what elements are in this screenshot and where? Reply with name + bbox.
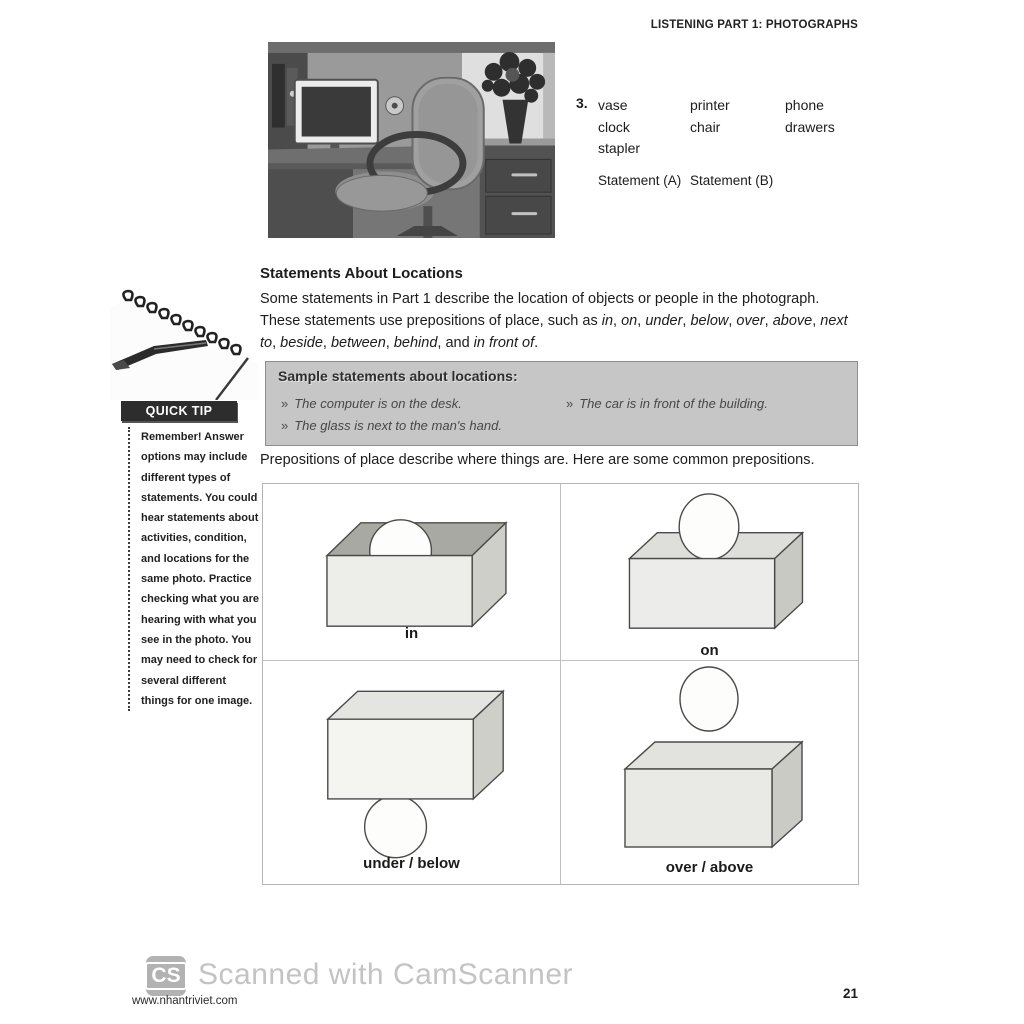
ball-on-box-icon [561, 484, 858, 660]
page-number: 21 [842, 986, 858, 1001]
office-photo-art [268, 42, 555, 238]
notebook-pen-illustration [110, 286, 260, 400]
chevron-bullet-icon: » [566, 396, 574, 411]
sample-statements-box [265, 361, 858, 446]
word-column-3 [785, 95, 835, 138]
chevron-bullet-icon: » [281, 418, 289, 433]
word-item: vase [598, 97, 628, 113]
office-photo [268, 42, 555, 238]
publisher-url: www.nhantriviet.com [132, 995, 238, 1007]
word-item: clock [598, 118, 630, 135]
sample-statement-text: The car is in front of the building. [579, 396, 768, 411]
diagram-cell-over-above [561, 661, 858, 884]
diagram-label-under-below: under / below [363, 855, 460, 872]
diagram-label-in: in [404, 625, 419, 642]
prepositions-diagram-table [262, 483, 859, 885]
notebook-icon [110, 286, 260, 400]
exercise-number: 3. [576, 95, 588, 111]
sample-statement [566, 396, 768, 411]
word-item: stapler [598, 140, 641, 156]
diagram-cell-under-below [263, 661, 561, 884]
word-column-1 [598, 95, 640, 160]
statement-b-label: Statement (B) [690, 173, 774, 188]
ball-under-box-icon [263, 661, 560, 884]
ball-over-box-icon [561, 661, 858, 884]
quick-tip-text: Remember! Answer options may include different types of statements. You could hear statements about activities, condition, and locations for the same photo. Practice checking what you are hearing with what you see in the photo. You may need to check for several different things for one image. [128, 427, 260, 711]
diagram-label-on: on [700, 642, 719, 659]
camscanner-watermark-text: Scanned with CamScanner [198, 958, 574, 991]
word-column-2 [690, 95, 730, 138]
sample-statement [281, 396, 462, 411]
diagram-cell-in [263, 484, 561, 661]
page-header: LISTENING PART 1: PHOTOGRAPHS [650, 19, 858, 31]
sample-box-title: Sample statements about locations: [278, 368, 518, 384]
word-item: chair [690, 118, 721, 135]
sample-statement-text: The computer is on the desk. [294, 396, 462, 411]
prepositions-intro-line: Prepositions of place describe where things are. Here are some common prepositions. [260, 452, 815, 468]
word-item: drawers [785, 118, 835, 135]
camscanner-logo-text: CS [145, 962, 186, 990]
camscanner-logo-icon [146, 956, 186, 996]
section-intro-paragraph: Some statements in Part 1 describe the location of objects or people in the photograph. These statements use prepositions of place, such as in, on, under, below, over, above, next to, beside, between, behind, and in front of. [260, 291, 848, 351]
sample-statement-text: The glass is next to the man's hand. [294, 418, 502, 433]
statement-a-label: Statement (A) [598, 173, 682, 188]
chevron-bullet-icon: » [281, 396, 289, 411]
sample-statement [281, 418, 502, 433]
word-item: phone [785, 97, 824, 113]
diagram-cell-on [561, 484, 858, 661]
section-title: Statements About Locations [260, 265, 463, 282]
quick-tip-banner: QUICK TIP [121, 401, 237, 421]
word-item: printer [690, 97, 730, 113]
diagram-label-over-above: over / above [665, 859, 754, 876]
